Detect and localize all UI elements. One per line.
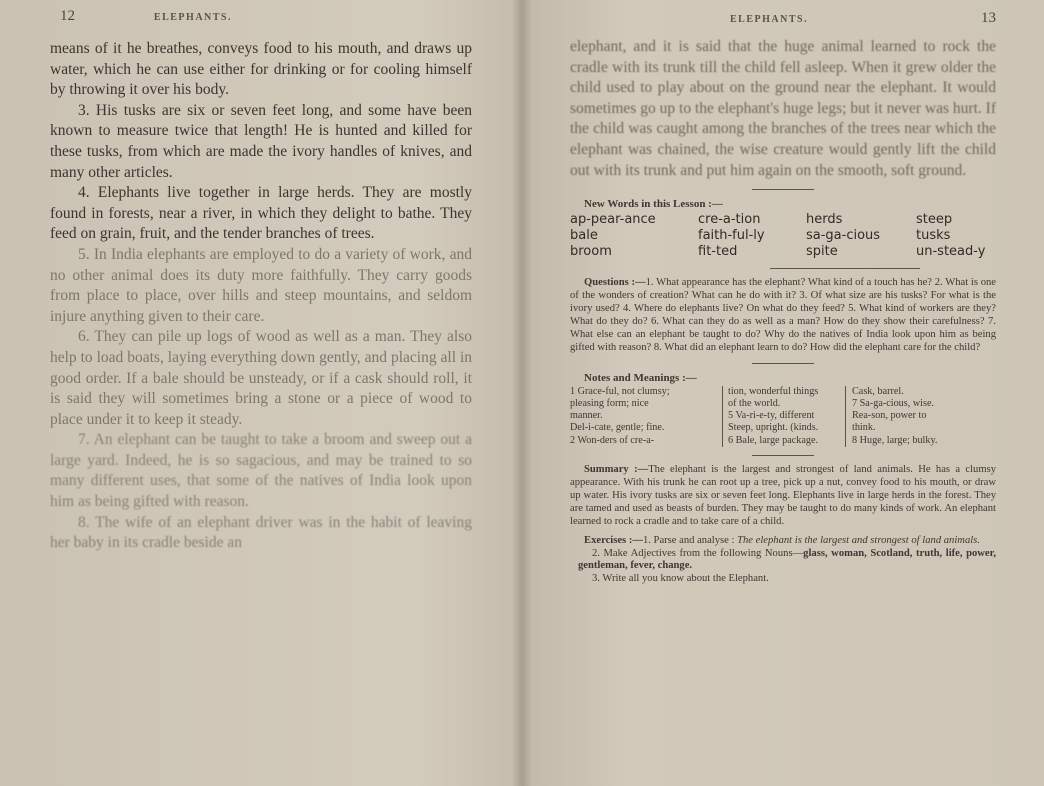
right-body-text — [570, 37, 996, 181]
paragraph: elephant, and it is said that the huge animal learned to rock the cradle with its trunk till the child fell asleep. When it grew older the child used to play about on the ground near the elephant. It would sometimes go up to the elephant's huge legs; but it never was hurt. If the child was caught among the branches of the trees near which the elephant was chained, the wise creature would gently lift the child out with its trunk and put him again on the smooth, soft ground. — [570, 38, 996, 179]
exercise-1-prefix: 1. Parse and analyse : — [642, 534, 738, 546]
notes-column — [722, 386, 846, 447]
new-word: sa-ga-cious — [806, 228, 881, 244]
right-page — [520, 0, 1044, 786]
left-body-text — [50, 39, 472, 554]
new-word: broom — [570, 244, 612, 260]
note-line: Cask, barrel. — [852, 385, 904, 397]
exercises-label: Exercises :— — [584, 534, 643, 546]
note-line: manner. — [570, 410, 603, 422]
note-line: 6 Bale, large package. — [728, 434, 819, 446]
paragraph: 6. They can pile up logs of wood as well as a man. They also help to load boats, laying everything down gently, and placing all in good order. If a bale should be unsteady, or if a cask should roll, it is said they will sometimes bring a stone or a piece of wood to place under it to keep it steady. — [50, 328, 472, 428]
note-line: Rea-son, power to — [852, 410, 927, 422]
questions-section — [570, 277, 996, 354]
questions-text: 1. What appearance has the elephant? What kind of a touch has he? 2. What is one of the wonders of creation? What can he do with it? 3. Of what size are his tusks? For what is the ivory used? 4. Where do elephants live? On what do they feed? 5. What kind of workers are they? What do they do? 6. What can they do as well as a man? How do they show their carefulness? 7. What else can an elephant be taught to do? Why do the natives of India look upon him as being gifted with reason? 8. What did an elephant learn to do? How did the elephant care for the child? — [570, 277, 996, 353]
divider — [752, 363, 814, 364]
summary-label: Summary :— — [584, 464, 649, 476]
left-page-number: 12 — [60, 8, 75, 24]
divider — [752, 455, 814, 456]
paragraph: 3. His tusks are six or seven feet long, and some have been known to measure twice that length! He is hunted and killed for these tusks, from which are made the ivory handles of knives, and many other articles. — [50, 101, 472, 181]
new-word: herds — [806, 212, 843, 228]
right-page-number: 13 — [981, 10, 996, 26]
exercise-1-sentence: The elephant is the largest and strongest of land animals. — [737, 534, 980, 546]
new-word: un-stead-y — [916, 244, 986, 260]
new-word: fit-ted — [698, 244, 738, 260]
note-line: 1 Grace-ful, not clumsy; — [570, 385, 670, 397]
paragraph: 5. In India elephants are employed to do a variety of work, and no other animal does its duty more faithfully. They carry goods from place to place, over hills and steep mountains, and seldom injure anything given to their care. — [50, 245, 472, 325]
paragraph: 4. Elephants live together in large herds. They are mostly found in forests, near a river, in which they delight to bathe. They feed on grain, fruit, and the tender branches of trees. — [50, 184, 472, 243]
note-line: Del-i-cate, gentle; fine. — [570, 422, 665, 434]
paragraph: means of it he breathes, conveys food to his mouth, and draws up water, which he can use either for drinking or for cooling himself by throwing it over his body. — [50, 40, 472, 99]
left-page — [0, 0, 512, 786]
note-line: 5 Va-ri-e-ty, different — [728, 410, 815, 422]
new-word: steep — [916, 212, 953, 228]
note-line: 7 Sa-ga-cious, wise. — [852, 397, 935, 409]
new-word: tusks — [916, 228, 951, 244]
paragraph: 8. The wife of an elephant driver was in the habit of leaving her baby in its cradle beside an — [50, 513, 472, 552]
note-line: Steep, upright. (kinds. — [728, 422, 819, 434]
note-line: tion, wonderful things — [728, 385, 819, 397]
note-line: 2 Won-ders of cre-a- — [570, 434, 655, 446]
notes-column — [570, 386, 716, 447]
left-running-head — [50, 8, 472, 25]
paragraph: 7. An elephant can be taught to take a broom and sweep out a large yard. Indeed, he is so sagacious, and may be trained to so many different uses, that some of the natives of India look upon him as being gifted with reason. — [50, 431, 472, 511]
new-word: faith-ful-ly — [698, 228, 765, 244]
notes-heading: Notes and Meanings :— — [584, 371, 697, 384]
new-word: bale — [570, 228, 598, 244]
new-word: spite — [806, 244, 838, 260]
left-running-title: ELEPHANTS. — [153, 12, 232, 23]
summary-section — [570, 464, 996, 529]
exercise-2-prefix: 2. Make Adjectives from the following Nouns— — [592, 547, 804, 559]
exercise-3: 3. Write all you know about the Elephant. — [592, 573, 769, 585]
new-words-list — [570, 212, 996, 260]
divider — [770, 268, 920, 269]
new-words-heading: New Words in this Lesson :— — [584, 198, 723, 211]
exercises-section — [570, 535, 996, 587]
note-line: pleasing form; nice — [570, 397, 649, 409]
note-line: think. — [852, 422, 876, 434]
exercise-2-words: glass, woman, Scotland, truth, life, power, gentleman, fever, change. — [578, 547, 996, 572]
questions-label: Questions :— — [584, 277, 646, 289]
right-running-head — [570, 10, 996, 27]
note-line: 8 Huge, large; bulky. — [852, 434, 938, 446]
new-word: ap-pear-ance — [570, 212, 656, 228]
note-line: of the world. — [728, 397, 781, 409]
divider — [752, 189, 814, 190]
notes-column — [852, 386, 972, 447]
notes-table — [570, 386, 996, 447]
new-word: cre-a-tion — [698, 212, 761, 228]
right-running-title: ELEPHANTS. — [730, 14, 809, 25]
summary-text: The elephant is the largest and strongest of land animals. He has a clumsy appearance. With his trunk he can root up a tree, pick up a nut, convey food to his mouth, or draw up water. His ivory tusks are six or seven feet long. Elephants live in large herds in the forest. They are tamed and used as beasts of burden. They may be taught to do many kinds of work. An elephant learned to rock a cradle and to take care of a child. — [570, 464, 997, 527]
